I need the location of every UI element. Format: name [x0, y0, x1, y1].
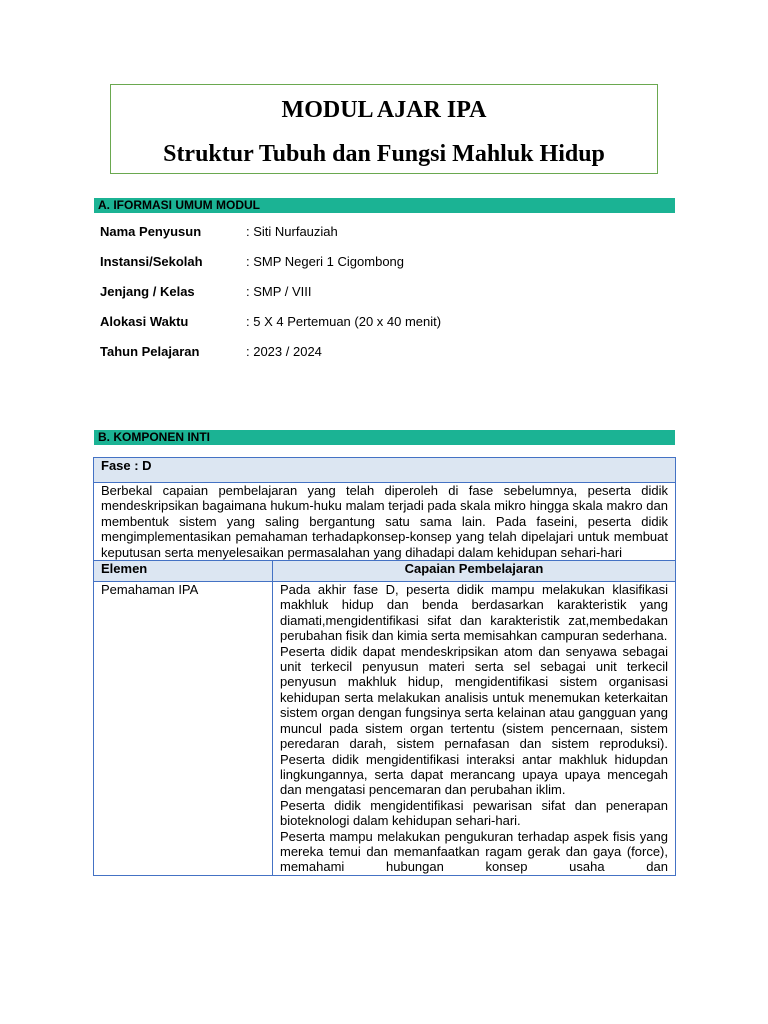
fase-cell: Fase : D	[94, 458, 676, 483]
info-value: : Siti Nurfauziah	[246, 224, 338, 239]
section-a-heading: A. IFORMASI UMUM MODUL	[94, 198, 675, 213]
info-label: Alokasi Waktu	[100, 314, 189, 329]
info-label: Tahun Pelajaran	[100, 344, 200, 359]
capaian-paragraph: Peserta didik dapat mendeskripsikan atom dan senyawa sebagai unit terkecil penyusun materi serta sel sebagai unit terkecil penyusun makhluk hidup, mengidentifikasi sistem organisasi kehidupan serta melakukan analisis untuk menemukan keterkaitan sistem organ dengan fungsinya serta kelainan atau gangguan yang muncul pada sistem organ tertentu (sistem pencernaan, sistem peredaran darah, sistem pernafasan dan sistem reproduksi). Peserta didik mengidentifikasi interaksi antar makhluk hidupdan lingkungannya, serta dapat merancang upaya upaya mencegah dan mengatasi pencemaran dan perubahan iklim.	[280, 643, 668, 798]
header-capaian: Capaian Pembelajaran	[273, 561, 676, 582]
info-label: Nama Penyusun	[100, 224, 202, 239]
info-value: : 5 X 4 Pertemuan (20 x 40 menit)	[246, 314, 442, 329]
info-value: : SMP Negeri 1 Cigombong	[246, 254, 405, 269]
elemen-cell: Pemahaman IPA	[94, 582, 273, 876]
module-subtitle: Struktur Tubuh dan Fungsi Mahluk Hidup	[163, 141, 605, 167]
capaian-cell	[273, 582, 676, 876]
info-label: Jenjang / Kelas	[100, 284, 195, 299]
header-elemen: Elemen	[94, 561, 273, 582]
info-value: : 2023 / 2024	[246, 344, 322, 359]
title-box	[110, 84, 658, 174]
capaian-paragraph: Peserta mampu melakukan pengukuran terhadap aspek fisis yang mereka temui dan memanfaatkan ragam gerak dan gaya (force), memahami hubungan konsep usaha dan	[280, 828, 668, 875]
komponen-inti-table	[93, 457, 676, 876]
info-value: : SMP / VIII	[246, 284, 312, 299]
info-label: Instansi/Sekolah	[100, 254, 203, 269]
section-b-heading: B. KOMPONEN INTI	[94, 430, 675, 445]
fase-description: Berbekal capaian pembelajaran yang telah diperoleh di fase sebelumnya, peserta didik mendeskripsikan bagaimana hukum-huku malam terjadi pada skala mikro hingga skala makro dan membentuk sistem yang saling bergantung satu sama lain. Pada faseini, peserta didik mengimplementasikan pemahaman terhadapkonsep-konsep yang telah dipelajari untuk membuat keputusan serta menyelesaikan permasalahan yang dihadapi dalam kehidupan sehari-hari	[94, 483, 676, 561]
capaian-paragraph: Pada akhir fase D, peserta didik mampu melakukan klasifikasi makhluk hidup dan benda berdasarkan karakteristik yang diamati,mengidentifikasi sifat dan karakteristik zat,membedakan perubahan fisik dan kimia serta memisahkan campuran sederhana.	[280, 582, 668, 644]
capaian-paragraph: Peserta didik mengidentifikasi pewarisan sifat dan penerapan bioteknologi dalam kehidupan sehari-hari.	[280, 797, 668, 829]
module-title: MODUL AJAR IPA	[281, 97, 487, 123]
